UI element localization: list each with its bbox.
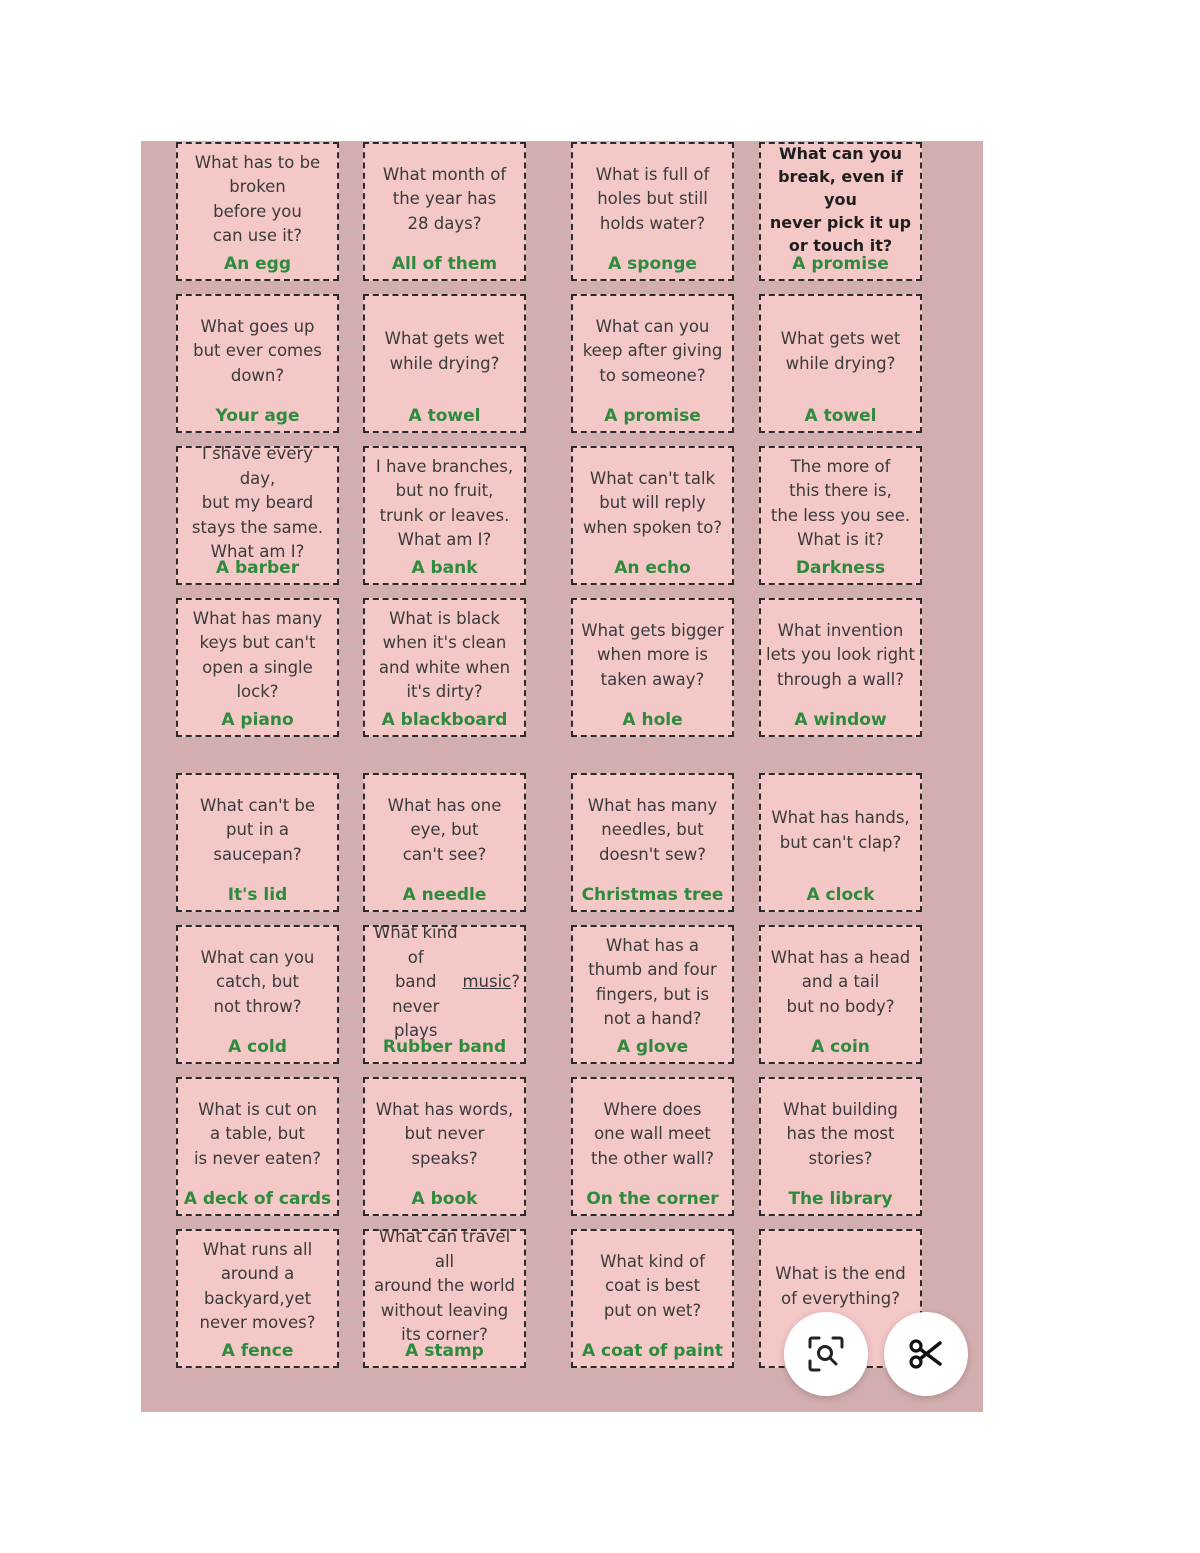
riddle-card	[759, 446, 922, 585]
riddle-question: What gets wet while drying?	[384, 329, 505, 373]
riddle-question: What has a thumb and four fingers, but is not a hand?	[588, 935, 717, 1028]
riddle-answer: Your age	[215, 406, 300, 426]
riddle-answer: On the corner	[586, 1189, 719, 1209]
riddle-answer: Darkness	[795, 558, 886, 578]
riddle-answer: A window	[794, 710, 887, 730]
scissors-button[interactable]	[884, 1312, 968, 1396]
riddle-question: What has many needles, but doesn't sew?	[587, 795, 718, 864]
riddle-answer: A promise	[604, 406, 701, 426]
riddle-question: What kind of coat is best put on wet?	[600, 1251, 705, 1320]
riddle-answer: A coat of paint	[581, 1341, 724, 1361]
riddle-question: What can you keep after giving to someone?	[582, 316, 723, 385]
riddle-card	[363, 446, 526, 585]
riddle-answer: A hole	[622, 710, 683, 730]
riddle-answer: A glove	[616, 1037, 689, 1057]
riddle-card	[363, 1229, 526, 1368]
riddle-card	[759, 925, 922, 1064]
riddle-question: What building has the most stories?	[783, 1099, 898, 1168]
riddle-question: What goes up but ever comes down?	[193, 316, 322, 385]
riddle-card	[571, 773, 734, 912]
riddle-card	[759, 598, 922, 737]
riddle-question: What is the end of everything?	[775, 1264, 906, 1308]
riddle-card	[363, 598, 526, 737]
riddle-answer: An echo	[614, 558, 691, 578]
riddle-question: What invention lets you look right through a wall?	[766, 620, 915, 689]
riddle-card	[759, 142, 922, 281]
riddle-question: What gets bigger when more is taken away?	[581, 620, 724, 689]
riddle-card	[176, 1229, 339, 1368]
riddle-card	[176, 446, 339, 585]
riddle-card	[571, 925, 734, 1064]
riddle-question: What gets wet while drying?	[780, 329, 901, 373]
riddle-answer: A coin	[811, 1037, 870, 1057]
riddle-question: What runs all around a backyard,yet never moves?	[199, 1239, 316, 1332]
riddle-question: What kind of band never plays music ?	[373, 923, 520, 1041]
riddle-question: What can travel all around the world without leaving its corner?	[373, 1227, 515, 1345]
riddle-question: I shave every day, but my beard stays the same. What am I?	[191, 444, 324, 562]
riddle-answer: An egg	[223, 254, 292, 274]
riddle-question: What has a head and a tail but no body?	[770, 947, 911, 1016]
riddle-card	[571, 446, 734, 585]
riddle-question: What can't be put in a saucepan?	[199, 795, 316, 864]
riddle-question: What month of the year has 28 days?	[382, 164, 507, 233]
riddle-card	[571, 142, 734, 281]
riddle-card	[363, 1077, 526, 1216]
riddle-question: What has one eye, but can't see?	[387, 795, 502, 864]
riddle-card	[176, 773, 339, 912]
riddle-card	[571, 294, 734, 433]
riddle-card	[176, 294, 339, 433]
riddle-question: What has many keys but can't open a single lock?	[192, 608, 323, 701]
riddle-card	[176, 142, 339, 281]
riddle-card	[759, 773, 922, 912]
riddle-card	[571, 598, 734, 737]
riddle-question: What has words, but never speaks?	[375, 1099, 514, 1168]
riddle-question: I have branches, but no fruit, trunk or leaves. What am I?	[375, 456, 514, 549]
riddle-question: What can you break, even if you never pick it up or touch it?	[769, 144, 912, 255]
scissors-icon	[906, 1334, 946, 1374]
riddle-question: What is cut on a table, but is never eaten?	[193, 1099, 322, 1168]
riddle-answer: A towel	[408, 406, 481, 426]
riddle-card	[571, 1229, 734, 1368]
visual-search-button[interactable]	[784, 1312, 868, 1396]
riddle-answer: Rubber band	[382, 1037, 507, 1057]
riddle-card	[363, 294, 526, 433]
riddle-answer: The library	[788, 1189, 893, 1209]
riddle-answer: A cold	[228, 1037, 287, 1057]
riddle-question: What can you catch, but not throw?	[200, 947, 315, 1016]
riddle-card	[363, 925, 526, 1064]
riddle-answer: A fence	[221, 1341, 294, 1361]
riddle-answer: A bank	[411, 558, 478, 578]
riddle-card	[176, 598, 339, 737]
riddle-answer: A stamp	[405, 1341, 484, 1361]
riddle-card	[176, 1077, 339, 1216]
riddle-question: What is full of holes but still holds water?	[595, 164, 710, 233]
visual-search-icon	[806, 1334, 846, 1374]
riddle-card	[363, 142, 526, 281]
riddle-card	[363, 773, 526, 912]
riddle-answer: Christmas tree	[581, 885, 724, 905]
riddle-answer: It's lid	[227, 885, 288, 905]
riddle-question: What is black when it's clean and white when it's dirty?	[378, 608, 511, 701]
riddle-answer: A deck of cards	[183, 1189, 332, 1209]
riddle-answer: A towel	[804, 406, 877, 426]
riddle-question: What has hands, but can't clap?	[771, 808, 910, 852]
riddle-question: What can't talk but will reply when spoken to?	[582, 468, 723, 537]
riddle-question: Where does one wall meet the other wall?	[590, 1099, 715, 1168]
riddle-question: What has to be broken before you can use it?	[194, 152, 321, 245]
riddle-answer: A needle	[402, 885, 487, 905]
riddle-card	[759, 1077, 922, 1216]
riddle-answer: A clock	[806, 885, 875, 905]
riddle-answer: A blackboard	[381, 710, 508, 730]
riddle-card	[759, 294, 922, 433]
riddle-answer: All of them	[391, 254, 498, 274]
riddle-answer: A promise	[792, 254, 889, 274]
riddle-answer: A barber	[215, 558, 300, 578]
riddle-question: The more of this there is, the less you see. What is it?	[770, 456, 911, 549]
riddle-answer: A piano	[221, 710, 294, 730]
riddle-answer: A sponge	[608, 254, 697, 274]
riddle-card	[571, 1077, 734, 1216]
riddle-card	[176, 925, 339, 1064]
riddle-answer: A book	[411, 1189, 478, 1209]
